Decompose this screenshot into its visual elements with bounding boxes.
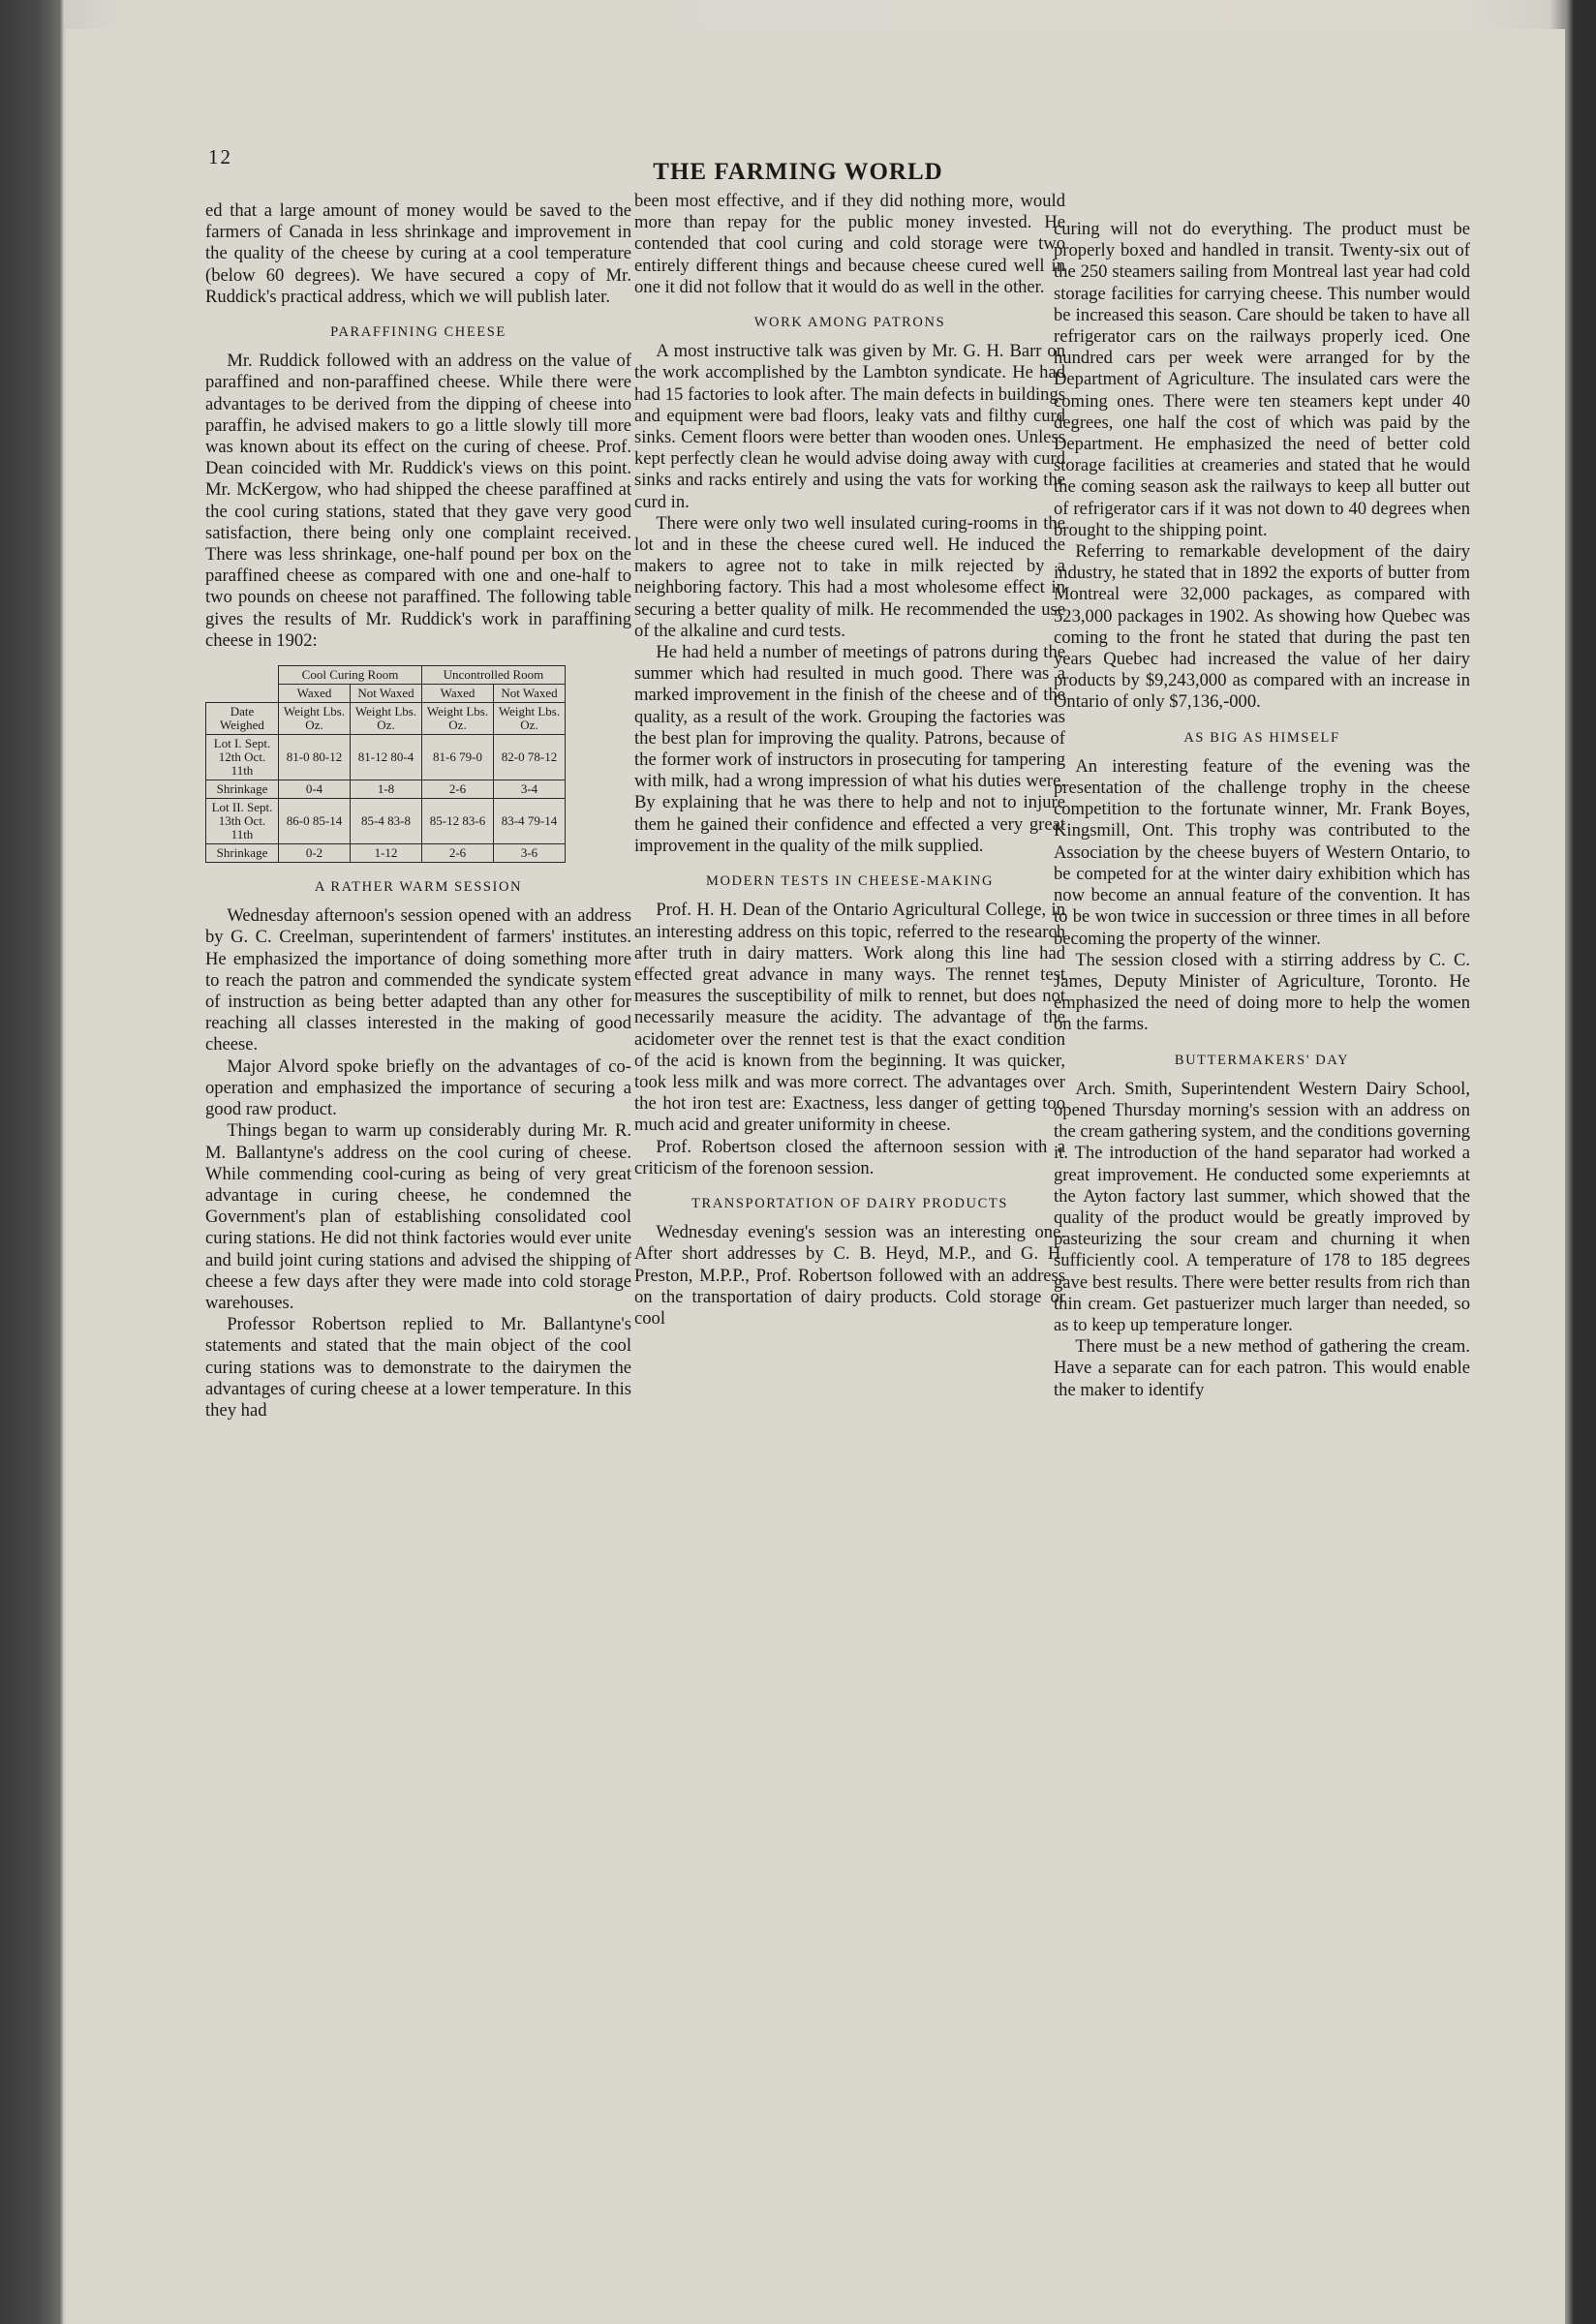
paragraph: An interesting feature of the evening was the presentation of the challenge trophy in the cheese competition to the fortunate winner, Mr. Frank Boyes, Kingsmill, Ont. This trophy was contributed to the Association by the cheese buyers of Western Ontario, to be competed for at the winter dairy exhibition which has now become an annual feature of the convention. It has to be won twice in succession or three times in all before becoming the property of the winner.: [1054, 755, 1470, 949]
table-unit-cell: Weight Lbs. Oz.: [494, 703, 566, 735]
section-heading: BUTTERMAKERS' DAY: [1174, 1052, 1350, 1068]
column-3: [1054, 219, 1470, 1401]
table-cell: 0-2: [279, 844, 351, 863]
table-group-header: Uncontrolled Room: [422, 666, 566, 685]
table-row-label: Lot II. Sept. 13th Oct. 11th: [206, 799, 279, 844]
section-heading: MODERN TESTS IN CHEESE-MAKING: [705, 873, 995, 890]
table-unit-cell: Weight Lbs. Oz.: [422, 703, 494, 735]
section-heading: AS BIG AS HIMSELF: [1183, 729, 1340, 746]
paraffining-results-table: [205, 665, 566, 863]
table-unit-cell: Weight Lbs. Oz.: [351, 703, 422, 735]
column-2: [634, 191, 1065, 1330]
table-subheader: Waxed: [279, 685, 351, 703]
table-cell: 2-6: [422, 780, 494, 799]
table-subheader: Not Waxed: [351, 685, 422, 703]
table-row-label: Date Weighed: [206, 703, 279, 735]
table-cell: 85-12 83-6: [422, 799, 494, 844]
table-cell: 81-12 80-4: [351, 735, 422, 780]
paragraph: Wednesday afternoon's session opened with an address by G. C. Creelman, superintendent of farmers' institutes. He emphasized the importance of doing something more to reach the patron and commended the syndicate system of instruction as being better adapted than any other for reaching all classes interested in the making of good cheese.: [205, 905, 631, 1055]
paragraph: A most instructive talk was given by Mr. G. H. Barr on the work accomplished by the Lambton syndicate. He had had 15 factories to look after. The main defects in buildings and equipment were bad floors, leaky vats and filthy curd sinks. Cement floors were better than wooden ones. Unless kept perfectly clean he would advise doing away with curd sinks and racks entirely and using the vats for working the curd in.: [634, 341, 1065, 512]
table-cell: 2-6: [422, 844, 494, 863]
section-heading: A RATHER WARM SESSION: [314, 879, 523, 896]
paragraph: Mr. Ruddick followed with an address on the value of paraffined and non-paraffined cheese. While there were advantages to be derived from the dipping of cheese into paraffin, he advised makers to go a little slowly till more was known about its effect on the curing of cheese. Prof. Dean coincided with Mr. Ruddick's views on this point. Mr. McKergow, who had shipped the cheese paraffined at the cool curing stations, stated that they gave very good satisfaction, there being only one complaint received. There was less shrinkage, one-half pound per box on the paraffined cheese as compared with one and one-half to two pounds on cheese not paraffined. The following table gives the results of Mr. Ruddick's work in paraffining cheese in 1902:: [205, 351, 631, 651]
section-heading: PARAFFINING CHEESE: [330, 324, 506, 341]
paragraph: Professor Robertson replied to Mr. Ballantyne's statements and stated that the main object of the cool curing stations was to demonstrate to the dairymen the advantages of curing cheese at a lower temperature. In this they had: [205, 1314, 631, 1421]
section-heading: WORK AMONG PATRONS: [753, 315, 946, 331]
table-cell: 3-6: [494, 844, 566, 863]
paragraph: The session closed with a stirring address by C. C. James, Deputy Minister of Agriculture, Toronto. He emphasized the need of doing more to help the women on the farms.: [1054, 949, 1470, 1035]
paragraph: Prof. H. H. Dean of the Ontario Agricultural College, in an interesting address on this topic, referred to the research after truth in dairy matters. Work along this line had effected great advance in many ways. The rennet test measures the susceptibility of milk to rennet, but does not necessarily measure the acidity. The advantage of the acidometer over the rennet test is that the exact condition of the acid is known from the beginning. It was quicker, took less milk and was more correct. The advantages over the hot iron test are: Exactness, less danger of getting too much acid and greater uniformity in cheese.: [634, 900, 1065, 1136]
table-cell: 86-0 85-14: [279, 799, 351, 844]
table-cell: 85-4 83-8: [351, 799, 422, 844]
column-1: [205, 200, 631, 1422]
paragraph: Referring to remarkable development of the dairy industry, he stated that in 1892 the exports of butter from Montreal were 32,000 packages, as compared with 523,000 packages in 1902. As showing how Quebec was coming to the front he stated that during the past ten years Quebec had increased the value of her dairy products by $9,243,000 as compared with an increase in Ontario of only $7,136,-000.: [1054, 541, 1470, 713]
paragraph: curing will not do everything. The product must be properly boxed and handled in transit. Twenty-six out of the 250 steamers sailing from Montreal last year had cold storage facilities for carrying cheese. This number would be increased this season. Care should be taken to have all refrigerator cars on the railways properly iced. One hundred cars per week were arranged for by the Department of Agriculture. The insulated cars were the coming ones. There were ten steamers kept under 40 degrees, one half the cost of which was paid by the Department. He emphasized the need of better cold storage facilities at creameries and stated that he would the coming season ask the railways to keep all butter out of refrigerator cars if it was not down to 40 degrees when brought to the shipping point.: [1054, 219, 1470, 540]
table-cell: 81-6 79-0: [422, 735, 494, 780]
paragraph: He had held a number of meetings of patrons during the summer which had resulted in much good. There was a marked improvement in the finish of the cheese and of the quality, as a result of the work. Grouping the factories was the best plan for improving the quality. Patrons, because of the former work of instructors in prosecuting for tampering with milk, had a wrong impression of what his duties were. By explaining that he was there to help and not to injure them he gained their confidence and effected a very great improvement in the quality of the milk supplied.: [634, 642, 1065, 856]
paragraph: Wednesday evening's session was an interesting one. After short addresses by C. B. Heyd, M.P., and G. H. Preston, M.P.P., Prof. Robertson followed with an address on the transportation of dairy products. Cold storage or cool: [634, 1222, 1065, 1329]
paragraph: Arch. Smith, Superintendent Western Dairy School, opened Thursday morning's session with an address on the cream gathering system, and the conditions governing it. The introduction of the hand separator had worked a great improvement. He conducted some experiemnts at the Ayton factory last summer, which showed that the quality of the product would be greatly improved by pasteurizing the sour cream and churning it when sufficiently cool. A temperature of 178 to 185 degrees gave best results. There were better results from rich than thin cream. Get pastuerizer much larger than needed, so as to keep up temperature longer.: [1054, 1078, 1470, 1335]
table-subheader: Not Waxed: [494, 685, 566, 703]
paragraph: Major Alvord spoke briefly on the advantages of co-operation and emphasized the importance of securing a good raw product.: [205, 1055, 631, 1120]
table-row-label: Lot I. Sept. 12th Oct. 11th: [206, 735, 279, 780]
table-corner: [206, 666, 279, 703]
table-cell: 3-4: [494, 780, 566, 799]
table-cell: 1-8: [351, 780, 422, 799]
table-group-header: Cool Curing Room: [279, 666, 422, 685]
table-cell: 0-4: [279, 780, 351, 799]
section-heading: TRANSPORTATION OF DAIRY PRODUCTS: [691, 1195, 1008, 1211]
table-cell: 81-0 80-12: [279, 735, 351, 780]
table-cell: 82-0 78-12: [494, 735, 566, 780]
running-title: THE FARMING WORLD: [653, 159, 943, 185]
paragraph: There must be a new method of gathering the cream. Have a separate can for each patron. This would enable the maker to identify: [1054, 1336, 1470, 1400]
table-cell: 83-4 79-14: [494, 799, 566, 844]
page-number: 12: [208, 145, 232, 168]
paragraph: There were only two well insulated curing-rooms in the lot and in these the cheese cured well. He induced the makers to agree not to take in milk rejected by a neighboring factory. This had a most wholesome effect in securing a better quality of milk. He recommended the use of the alkaline and curd tests.: [634, 512, 1065, 641]
paragraph: Things began to warm up considerably during Mr. R. M. Ballantyne's address on the cool curing of cheese. While commending cool-curing as being of very great advantage in curing cheese, he condemned the Government's plan of establishing consolidated cool curing stations. He did not think factories would ever unite and build joint curing stations and advised the shipping of cheese a few days after they were made into cold storage warehouses.: [205, 1120, 631, 1313]
table-cell: 1-12: [351, 844, 422, 863]
table-row-label: Shrinkage: [206, 780, 279, 799]
paragraph: Prof. Robertson closed the afternoon session with a criticism of the forenoon session.: [634, 1136, 1065, 1178]
table-unit-cell: Weight Lbs. Oz.: [279, 703, 351, 735]
paragraph: been most effective, and if they did nothing more, would more than repay for the public money invested. He contended that cool curing and cold storage were two entirely different things and because cheese cured well in one it did not follow that it would do as well in the other.: [634, 191, 1065, 297]
table-row-label: Shrinkage: [206, 844, 279, 863]
table-subheader: Waxed: [422, 685, 494, 703]
paragraph: ed that a large amount of money would be saved to the farmers of Canada in less shrinkage and improvement in the quality of the cheese by curing at a cool temperature (below 60 degrees). We have secured a copy of Mr. Ruddick's practical address, which we will publish later.: [205, 200, 631, 307]
